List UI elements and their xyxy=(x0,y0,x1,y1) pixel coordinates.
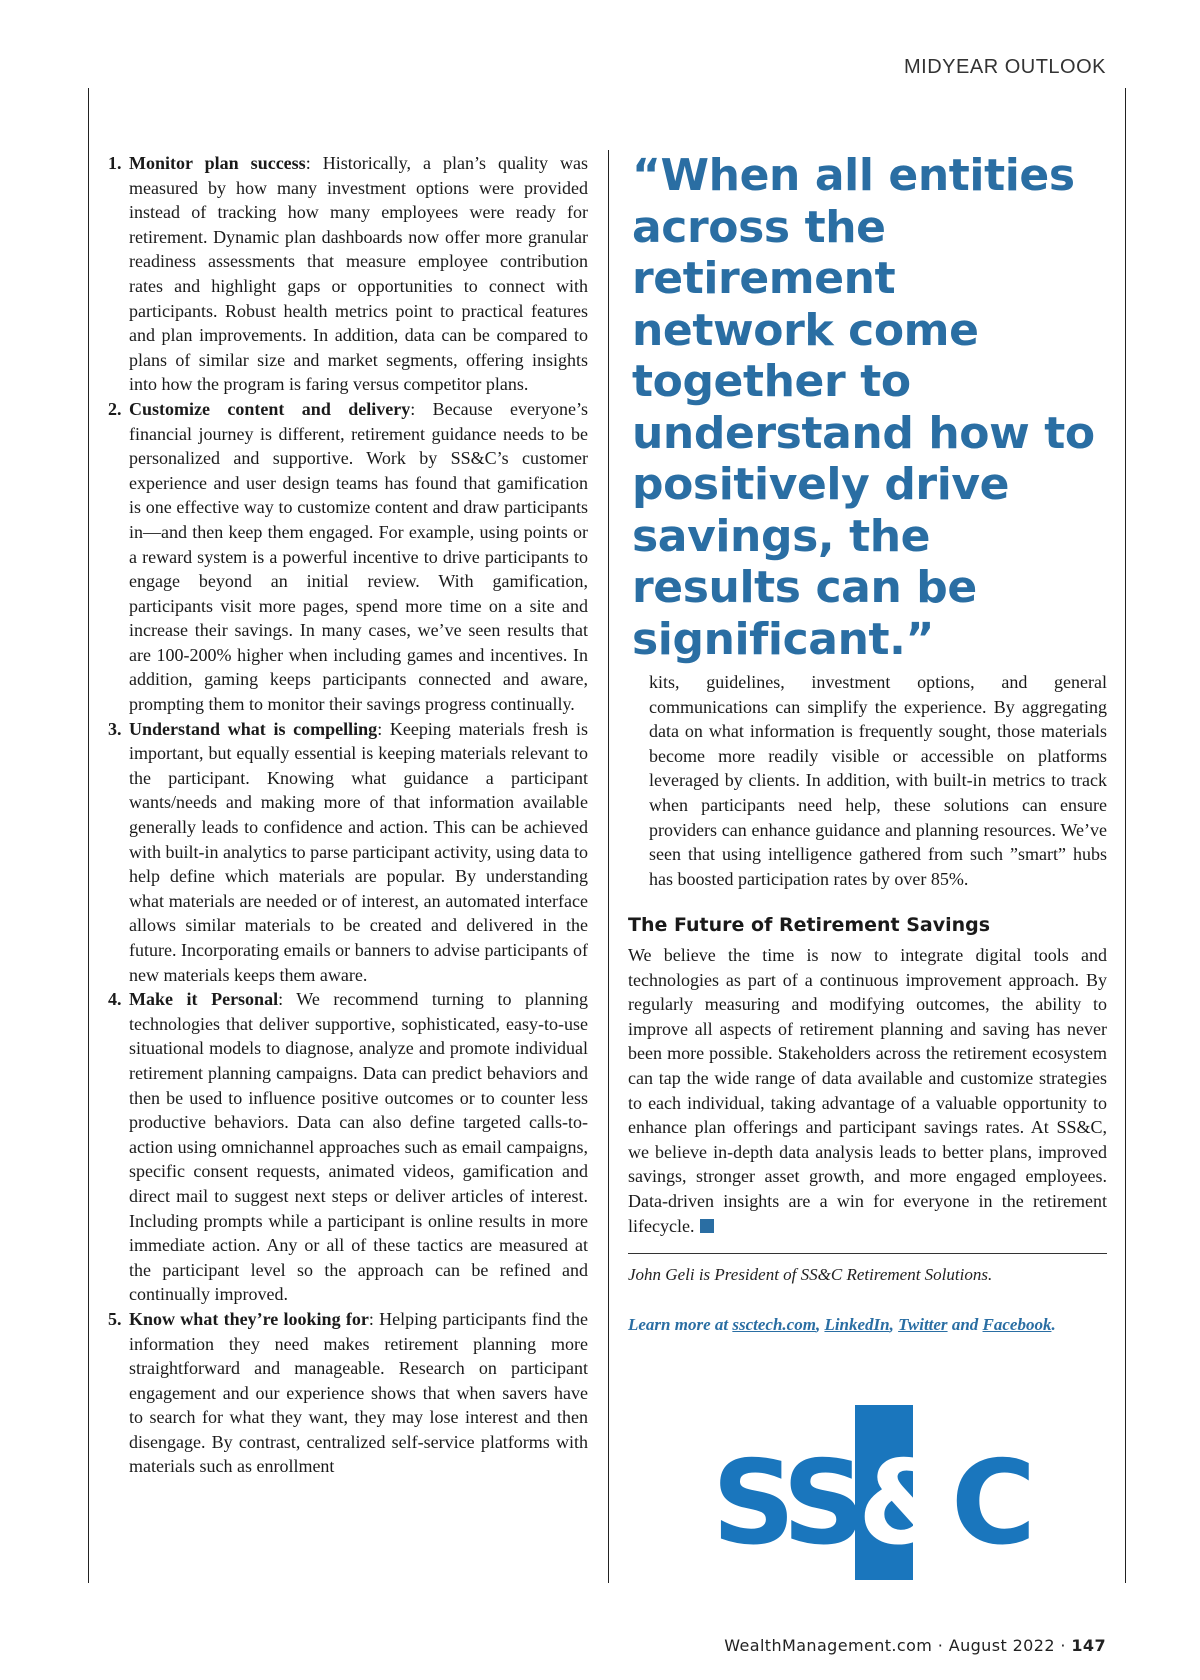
page-number: 147 xyxy=(1071,1636,1106,1655)
item-number: 5. xyxy=(108,1308,122,1329)
item-title: Know what they’re looking for xyxy=(129,1308,369,1329)
list-item xyxy=(108,151,588,397)
learn-more-line xyxy=(628,1315,1107,1335)
tips-list xyxy=(108,151,588,1479)
column-rule-middle xyxy=(608,150,609,1583)
separator: and xyxy=(947,1315,983,1334)
item-title: Customize content and delivery xyxy=(129,398,411,419)
item-number: 3. xyxy=(108,718,122,739)
list-item xyxy=(108,717,588,988)
item-number: 2. xyxy=(108,398,122,419)
footer-publication: WealthManagement.com · August 2022 · xyxy=(724,1636,1072,1655)
section-body-text: We believe the time is now to integrate digital tools and technologies as part of a continuous improvement approach. By regularly measuring and modifying outcomes, the ability to improve all aspects of retirement planning and saving has never been more possible. Stakeholders across the retirement ecosystem can tap the wide range of data available and customize strategies to each individual, taking advantage of a valuable opportunity to enhance plan offerings and participant savings rates. At SS&C, we believe in-depth data analysis leads to better plans, improved savings, stronger asset growth, and more engaged employees. Data-driven insights are a win for everyone in the retirement lifecycle. xyxy=(628,945,1107,1236)
left-column xyxy=(108,151,588,1479)
section-body xyxy=(628,943,1107,1238)
facebook-link[interactable]: Facebook xyxy=(982,1315,1052,1334)
author-bio: John Geli is President of SS&C Retirement Solutions. xyxy=(628,1265,993,1284)
item-text: : Because everyone’s financial journey is different, retirement guidance needs to be personalized and supportive. Work by SS&C’s customer experience and user design teams has found that gamification is one effective way to customize content and draw participants in—and then keep them engaged. For example, using points or a reward system is a powerful incentive to drive participants to engage beyond an initial review. With gamification, participants visit more pages, spend more time on a site and increase their savings. In many cases, we’ve seen results that are 100-200% higher when including games and incentives. In addition, gaming keeps participants connected and aware, prompting them to monitor their savings progress continually. xyxy=(129,398,589,715)
item-text: : Keeping materials fresh is important, but equally essential is keeping materials relevant to the participant. Knowing what guidance a participant wants/needs and making more of that information available generally leads to confidence and action. This can be achieved with built-in analytics to parse participant activity, using data to help define which materials are popular. By understanding what materials are needed or of interest, an automated interface allows similar materials to be created and delivered in the future. Incorporating emails or banners to advise participants of new materials keeps them aware. xyxy=(129,718,588,985)
list-item xyxy=(108,1307,588,1479)
linkedin-link[interactable]: LinkedIn xyxy=(824,1315,890,1334)
item-number: 4. xyxy=(108,989,122,1010)
item-text: : Helping participants find the information they need makes retirement planning more straightforward and manageable. Research on participant engagement and our experience shows that when savers have to search for what they want, they may lose interest and then disengage. By contrast, centralized self-service platforms with materials such as enrollment xyxy=(129,1308,588,1477)
item-text: : Historically, a plan’s quality was measured by how many investment options were provided instead of tracking how many employees were ready for retirement. Dynamic plan dashboards now offer more granular readiness assessments that measure employee contribution rates and highlight gaps or opportunities to connect with participants. Robust health metrics point to practical features and plan improvements. In addition, data can be compared to plans of similar size and market segments, offering insights into how the program is faring versus competitor plans. xyxy=(129,153,588,395)
separator: , xyxy=(815,1315,825,1334)
continuation-paragraph: kits, guidelines, investment options, and general communications can simplify the experience. By aggregating data on what information is frequently sought, those materials become more readily visible or accessible on platforms leveraged by clients. In addition, with built-in metrics to track when participants need help, these solutions can ensure providers can enhance guidance and planning resources. We’ve seen that using intelligence gathered from such ”smart” hubs has boosted participation rates by over 85%. xyxy=(649,672,1107,889)
divider xyxy=(628,1253,1107,1254)
section-label: MIDYEAR OUTLOOK xyxy=(904,56,1106,78)
page-footer xyxy=(724,1636,1106,1655)
separator: . xyxy=(1051,1315,1056,1334)
learn-more-prefix: Learn more at xyxy=(628,1315,733,1334)
pull-quote: “When all entities across the retirement network come together to understand how to positively drive savings, the results can be significant.” xyxy=(632,150,1095,665)
item-title: Understand what is compelling xyxy=(129,718,378,739)
item-number: 1. xyxy=(108,153,122,173)
ssc-logo xyxy=(705,1405,1035,1580)
item-text: : We recommend turning to planning technologies that deliver supportive, sophisticated, easy-to-use situational models to diagnose, analyze and promote individual retirement planning campaigns. Data can predict behaviors and then be used to influence positive outcomes or to counter less productive behaviors. Data can also define targeted calls-to-action using omnichannel approaches such as email campaigns, specific consent requests, animated videos, gamification and direct mail to suggest next steps or deliver articles of interest. Including prompts while a participant is online results in more immediate action. Any or all of these tactics are measured at the participant level so the approach can be refined and continually improved. xyxy=(129,989,588,1305)
separator: , xyxy=(889,1315,899,1334)
item-title: Monitor plan success xyxy=(129,153,306,173)
section-heading: The Future of Retirement Savings xyxy=(628,914,991,936)
end-mark-icon xyxy=(700,1219,714,1233)
logo-text-back: SS&C xyxy=(711,1436,1029,1571)
item-title: Make it Personal xyxy=(129,989,279,1010)
twitter-link[interactable]: Twitter xyxy=(898,1315,948,1334)
list-item xyxy=(108,987,588,1307)
list-item xyxy=(108,397,588,717)
column-rule-left xyxy=(88,88,89,1583)
column-rule-right xyxy=(1125,88,1126,1583)
ssctech-link[interactable]: ssctech.com xyxy=(732,1315,816,1334)
